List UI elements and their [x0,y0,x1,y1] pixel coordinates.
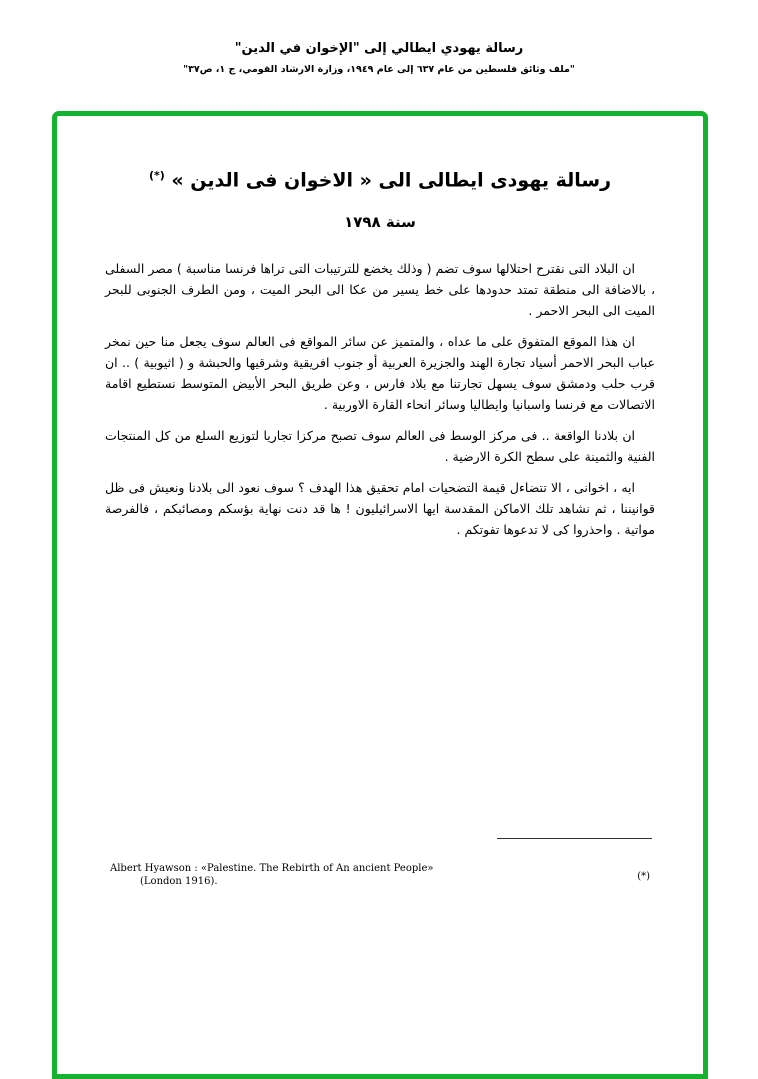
header-source-citation: "ملف وثائق فلسطين من عام ٦٣٧ إلى عام ١٩٤٩، وزارة الارشاد القومي، ج ١، ص٣٧" [183,64,575,75]
page-header [0,38,758,78]
footnote [110,862,650,888]
scanned-document [105,160,655,540]
document-year: سنة ١٧٩٨ [344,213,416,232]
footnote-citation-line-1: Albert Hyawson : «Palestine. The Rebirth of An ancient People» [110,863,434,874]
header-title: رسالة يهودي ايطالي إلى "الإخوان في الدين" [234,41,524,56]
footnote-reference-mark: (*) [148,169,165,182]
document-title-text: رسالة يهودى ايطالى الى « الاخوان فى الدين » [171,169,612,192]
footnote-citation-line-2: (London 1916). [140,876,218,887]
paragraph-2: ان هذا الموقع المتفوق على ما عداه ، والمتميز عن سائر المواقع فى العالم سوف يجعل منا حين نمخر عباب البحر الاحمر أسياد تجارة الهند والجزيرة العربية أو جنوب افريقية وشرقيها والحبشة و ( اثيوبية ) .. ان قرب حلب ودمشق سوف يسهل تجارتنا مع بلاد فارس ، وعن طريق البحر الأبيض المتوسط نستطيع اقامة الاتصالات مع فرنسا واسبانيا وايطاليا وسائر انحاء القارة الاوربية . [105,334,655,413]
document-title [105,160,655,196]
paragraph-4: ايه ، اخوانى ، الا تتضاءل قيمة التضحيات امام تحقيق هذا الهدف ؟ سوف نعود الى بلادنا ونعيش فى ظل قوانيننا ، ثم نشاهد تلك الاماكن المقدسة ايها الاسرائيليون ! ها قد دنت نهاية بؤسكم ومصائبكم ، فالفرصة مواتية . واحذروا كى لا تدعوها تفوتكم . [105,480,655,538]
paragraph-1: ان البلاد التى نقترح احتلالها سوف تضم ( وذلك يخضع للترتيبات التى تراها فرنسا مناسبة ) مصر السفلى ، بالاضافة الى منطقة تمتد حدودها على خط يسير من عكا الى البحر الميت ، ومن الطرف الجنوبى للبحر الميت الى البحر الاحمر . [105,261,655,319]
footnote-mark: (*) [637,871,650,882]
footnote-divider [497,838,652,839]
paragraph-3: ان بلادنا الواقعة .. فى مركز الوسط فى العالم سوف تصبح مركزا تجاريا لتوزيع السلع من كل المنتجات الفنية والثمينة على سطح الكرة الارضية . [105,428,655,465]
